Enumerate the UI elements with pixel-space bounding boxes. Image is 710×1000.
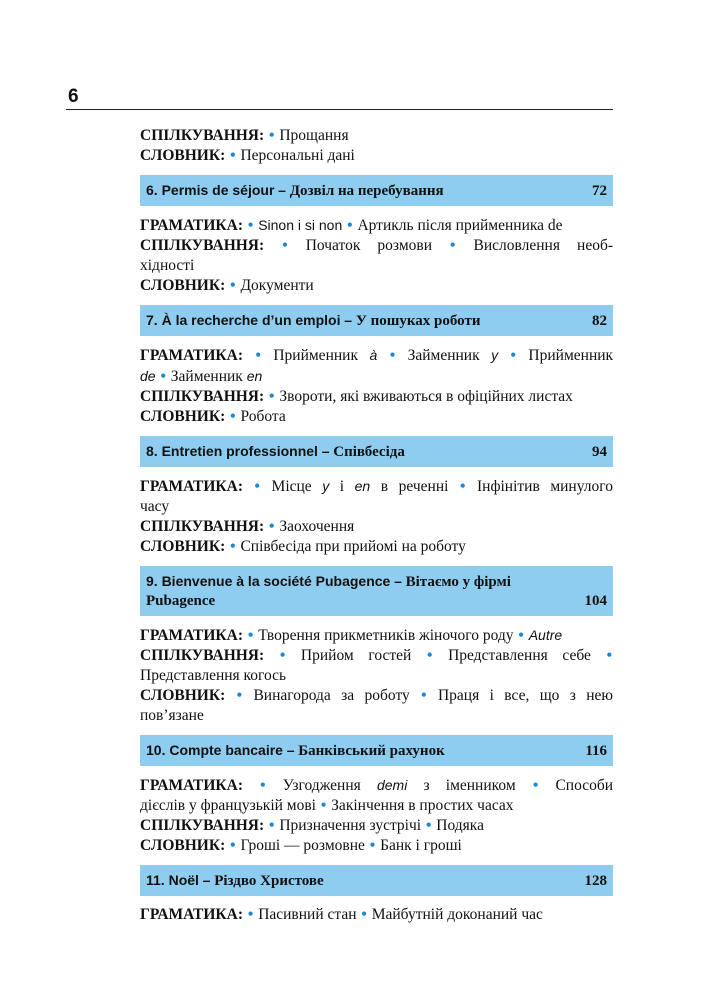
bullet-icon: • xyxy=(247,906,254,923)
bullet-icon: • xyxy=(421,687,427,704)
bullet-icon: • xyxy=(606,647,612,664)
topic: Представлення когось xyxy=(140,667,287,684)
vocabulary-label: СЛОВНИК: xyxy=(140,277,226,294)
unit-page-number: 104 xyxy=(584,593,607,609)
bullet-icon: • xyxy=(369,837,376,854)
page-number: 6 xyxy=(68,86,79,107)
topic: хідності xyxy=(140,257,195,274)
unit-title-ua: Вітаємо у фірмі xyxy=(405,574,511,590)
topic: Винагорода за роботу xyxy=(253,687,410,704)
communication-label: СПІЛКУВАННЯ: xyxy=(140,388,265,405)
bullet-icon: • xyxy=(426,647,433,664)
topic: і xyxy=(339,478,345,495)
topic-term: y xyxy=(322,478,330,494)
unit-title-ua: У пошуках роботи xyxy=(355,313,481,329)
title-dash: – xyxy=(202,872,211,888)
communication-label: СПІЛКУВАННЯ: xyxy=(140,518,265,535)
unit-contents-10 xyxy=(140,775,613,856)
unit-contents-6 xyxy=(140,215,613,296)
topic: Персональні дані xyxy=(240,147,355,164)
bullet-icon: • xyxy=(389,347,396,364)
topic: Пасивний стан xyxy=(258,906,357,923)
topic-term: à xyxy=(369,347,378,363)
grammar-label: ГРАМАТИКА: xyxy=(140,478,243,495)
unit-title-ua: Співбесіда xyxy=(333,444,405,460)
bullet-icon: • xyxy=(247,217,254,234)
topic: Праця і все, що з нею xyxy=(437,687,614,704)
unit-page-number: 116 xyxy=(585,743,607,759)
unit-page-number: 128 xyxy=(584,873,607,889)
unit-title-ua: Банківський рахунок xyxy=(298,743,445,759)
topic: Документи xyxy=(240,277,314,294)
unit-heading-9[interactable] xyxy=(140,566,613,616)
bullet-icon: • xyxy=(282,237,288,254)
communication-label: СПІЛКУВАННЯ: xyxy=(140,127,265,144)
bullet-icon: • xyxy=(260,777,266,794)
topic-term: y xyxy=(491,347,499,363)
bullet-icon: • xyxy=(269,388,275,405)
topic: Прийменник xyxy=(528,347,614,364)
bullet-icon: • xyxy=(254,478,260,495)
topic-term: en xyxy=(354,478,371,494)
bullet-icon: • xyxy=(247,627,254,644)
topic: Узгодження xyxy=(282,777,361,794)
topic: Способи xyxy=(555,777,614,794)
unit-title-fr: 11. Noël xyxy=(146,872,199,888)
unit-title-fr: 8. Entretien professionnel xyxy=(146,443,318,459)
unit-contents-11 xyxy=(140,905,613,925)
bullet-icon: • xyxy=(460,478,466,495)
unit-page-number: 82 xyxy=(592,313,607,329)
unit-heading-6[interactable] xyxy=(140,175,613,206)
unit-title-fr: 9. Bienvenue à la société Pubagence xyxy=(146,573,391,589)
title-dash: – xyxy=(321,443,330,459)
bullet-icon: • xyxy=(230,147,236,164)
unit-page-number: 72 xyxy=(592,183,607,199)
table-of-contents xyxy=(140,126,613,934)
topic-term: demi xyxy=(376,777,408,793)
bullet-icon: • xyxy=(518,627,524,644)
topic: в реченні xyxy=(380,478,449,495)
topic: Прийменник xyxy=(273,347,358,364)
bullet-icon: • xyxy=(255,347,261,364)
topic: Sinon і si non xyxy=(258,217,343,233)
communication-label: СПІЛКУВАННЯ: xyxy=(140,817,265,834)
bullet-icon: • xyxy=(230,538,236,555)
topic: дієслів у французькій мові xyxy=(140,797,316,814)
bullet-icon: • xyxy=(230,277,236,294)
bullet-icon: • xyxy=(269,127,275,144)
unit-page-number: 94 xyxy=(592,444,607,460)
communication-label: СПІЛКУВАННЯ: xyxy=(140,647,265,664)
grammar-label: ГРАМАТИКА: xyxy=(140,347,243,364)
vocabulary-label: СЛОВНИК: xyxy=(140,687,226,704)
title-dash: – xyxy=(278,182,286,198)
topic: Співбесіда при прийомі на роботу xyxy=(240,538,466,555)
unit-title-ua-continued: Pubagence xyxy=(146,593,216,609)
topic: Артикль після прийменника de xyxy=(357,217,563,234)
unit-title-fr: 6. Permis de séjour xyxy=(146,182,275,198)
unit-heading-10[interactable] xyxy=(140,735,613,766)
communication-label: СПІЛКУВАННЯ: xyxy=(140,237,265,254)
unit-title-ua: Різдво Христове xyxy=(214,873,324,889)
bullet-icon: • xyxy=(532,777,539,794)
bullet-icon: • xyxy=(361,906,367,923)
topic-term: de xyxy=(140,368,156,384)
topic: з іменником xyxy=(423,777,516,794)
vocabulary-label: СЛОВНИК: xyxy=(140,147,226,164)
bullet-icon: • xyxy=(269,817,275,834)
bullet-icon: • xyxy=(269,518,275,535)
unit-contents-8 xyxy=(140,476,613,557)
title-dash: – xyxy=(286,742,295,758)
bullet-icon: • xyxy=(236,687,243,704)
bullet-icon: • xyxy=(425,817,432,834)
bullet-icon: • xyxy=(510,347,516,364)
topic: Робота xyxy=(240,408,286,425)
topic: Займенник xyxy=(407,347,480,364)
bullet-icon: • xyxy=(347,217,353,234)
topic: пов’язане xyxy=(140,707,204,724)
topic: часу xyxy=(140,498,170,515)
topic: Прийом гостей xyxy=(300,647,412,664)
topic: Звороти, які вживаються в офіційних листах xyxy=(279,388,573,405)
unit-contents-7 xyxy=(140,345,613,427)
grammar-label: ГРАМАТИКА: xyxy=(140,627,243,644)
title-dash: – xyxy=(344,312,353,328)
topic-term: en xyxy=(246,368,263,384)
topic: Гроші — розмовне xyxy=(240,837,365,854)
grammar-label: ГРАМАТИКА: xyxy=(140,777,243,794)
unit-title-ua: Дозвіл на перебування xyxy=(289,183,444,199)
topic: Займенник xyxy=(170,368,243,385)
topic: Майбутній доконаний час xyxy=(371,906,543,923)
topic: Початок розмови xyxy=(305,237,432,254)
intro-block xyxy=(140,126,613,166)
topic: Закінчення в простих часах xyxy=(331,797,514,814)
bullet-icon: • xyxy=(320,797,327,814)
unit-heading-7[interactable] xyxy=(140,305,613,336)
topic: Творення прикметників жіночого роду xyxy=(258,627,514,644)
grammar-label: ГРАМАТИКА: xyxy=(140,906,243,923)
unit-heading-11[interactable] xyxy=(140,865,613,896)
topic: Банк і гроші xyxy=(380,837,462,854)
vocabulary-label: СЛОВНИК: xyxy=(140,408,226,425)
bullet-icon: • xyxy=(450,237,456,254)
bullet-icon: • xyxy=(279,647,286,664)
topic: Представлення себе xyxy=(448,647,591,664)
topic: Інфінітив минулого xyxy=(476,478,613,495)
grammar-label: ГРАМАТИКА: xyxy=(140,217,243,234)
bullet-icon: • xyxy=(230,408,236,425)
bullet-icon: • xyxy=(160,368,166,385)
topic: Висловлення необ- xyxy=(473,237,613,254)
topic: Заохочення xyxy=(279,518,355,535)
unit-contents-9 xyxy=(140,625,613,726)
topic: Подяка xyxy=(436,817,484,834)
unit-heading-8[interactable] xyxy=(140,436,613,467)
header-rule xyxy=(66,109,613,110)
vocabulary-label: СЛОВНИК: xyxy=(140,538,226,555)
unit-title-fr: 7. À la recherche d’un emploi xyxy=(146,312,341,328)
topic: Місце xyxy=(271,478,312,495)
topic: Прощання xyxy=(279,127,349,144)
vocabulary-label: СЛОВНИК: xyxy=(140,837,226,854)
topic: Призначення зустрічі xyxy=(279,817,422,834)
title-dash: – xyxy=(394,573,402,589)
bullet-icon: • xyxy=(230,837,236,854)
unit-title-fr: 10. Compte bancaire xyxy=(146,742,283,758)
topic-term: Autre xyxy=(528,627,563,643)
